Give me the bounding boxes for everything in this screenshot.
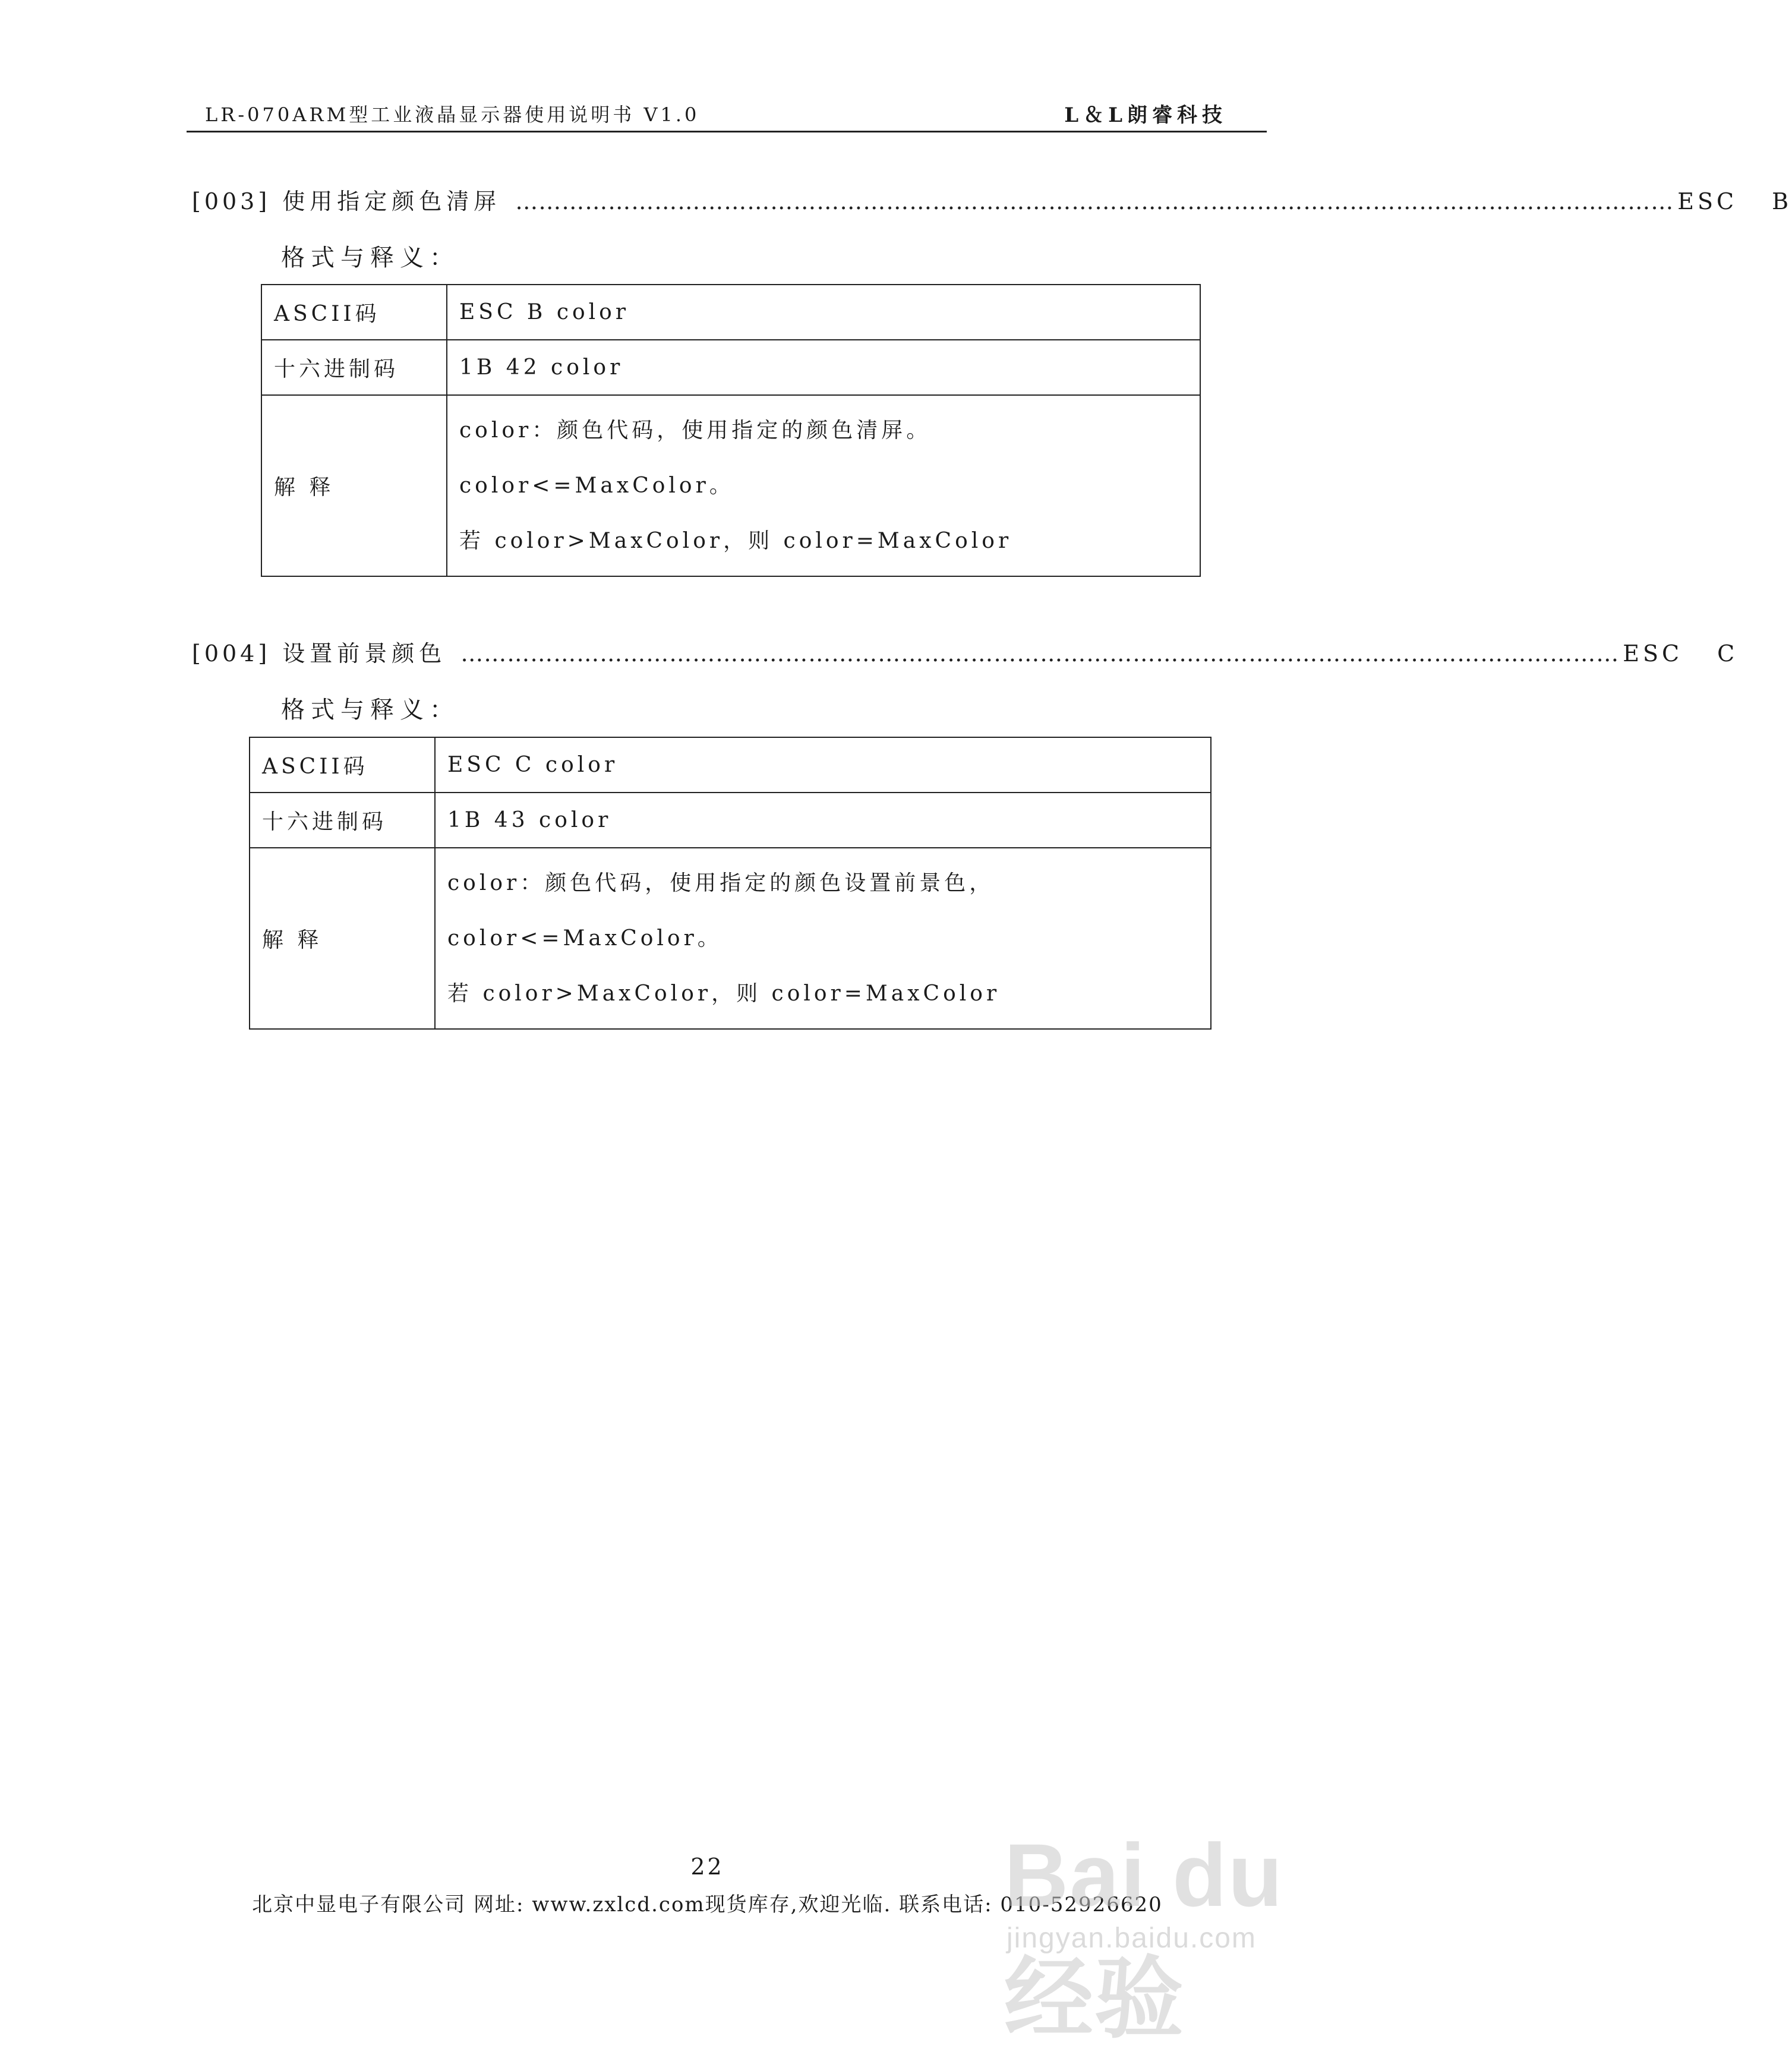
table-row — [261, 340, 1200, 395]
section-003-heading — [192, 183, 1792, 216]
explain-cell — [447, 395, 1200, 576]
row-key: ASCII码 — [250, 737, 435, 793]
row-key: 十六进制码 — [261, 340, 447, 395]
header-title: LR-070ARM型工业液晶显示器使用说明书 V1.0 — [205, 103, 700, 126]
command-letter: B — [1772, 188, 1792, 214]
watermark-url: jingyan.baidu.com — [1007, 1923, 1257, 1954]
command-table-004 — [249, 737, 1212, 1030]
row-value: ESC C color — [435, 737, 1211, 793]
explain-line: color：颜色代码，使用指定的颜色清屏。 — [459, 418, 932, 443]
table-row-explain — [250, 848, 1211, 1029]
explain-line: color<=MaxColor。 — [447, 926, 723, 951]
explain-line: color：颜色代码，使用指定的颜色设置前景色， — [447, 871, 995, 895]
leader-dots: …………………………………………………………………………………………………………………………………… — [515, 188, 1674, 214]
baidu-jingyan-watermark — [998, 1818, 1331, 2048]
footer-contact: 北京中显电子有限公司 网址: www.zxlcd.com现货库存,欢迎光临. 联系电话: 010-52926620 — [252, 1893, 1163, 1917]
page-number: 22 — [690, 1854, 724, 1880]
section-number: [003] — [192, 188, 271, 214]
header-rule — [187, 131, 1267, 132]
explain-key: 解 释 — [261, 395, 447, 576]
explain-line: 若 color>MaxColor，则 color=MaxColor — [459, 529, 1012, 553]
section-title: 设置前景颜色 — [282, 640, 447, 667]
explain-line: 若 color>MaxColor，则 color=MaxColor — [447, 981, 1001, 1006]
explain-key: 解 释 — [250, 848, 435, 1029]
section-title: 使用指定颜色清屏 — [282, 188, 501, 214]
row-value: ESC B color — [447, 285, 1200, 340]
row-value: 1B 42 color — [447, 340, 1200, 395]
command-table-003 — [261, 284, 1201, 577]
row-key: 十六进制码 — [250, 793, 435, 848]
section-number: [004] — [192, 640, 271, 667]
table-row — [250, 737, 1211, 793]
table-row-explain — [261, 395, 1200, 576]
format-label: 格式与释义： — [281, 696, 459, 724]
table-row — [261, 285, 1200, 340]
format-label: 格式与释义： — [281, 244, 459, 272]
row-key: ASCII码 — [261, 285, 447, 340]
leader-dots: …………………………………………………………………………………………………………………………………… — [460, 640, 1620, 667]
command-code: ESC — [1677, 188, 1738, 214]
row-value: 1B 43 color — [435, 793, 1211, 848]
table-row — [250, 793, 1211, 848]
header-company: L＆L朗睿科技 — [1064, 103, 1227, 127]
explain-cell — [435, 848, 1211, 1029]
watermark-brand: Bai du 经验 — [1004, 1825, 1284, 2048]
section-004-heading — [192, 635, 1739, 668]
command-code: ESC — [1623, 640, 1683, 667]
command-letter: C — [1717, 640, 1739, 667]
explain-line: color<=MaxColor。 — [459, 473, 734, 498]
